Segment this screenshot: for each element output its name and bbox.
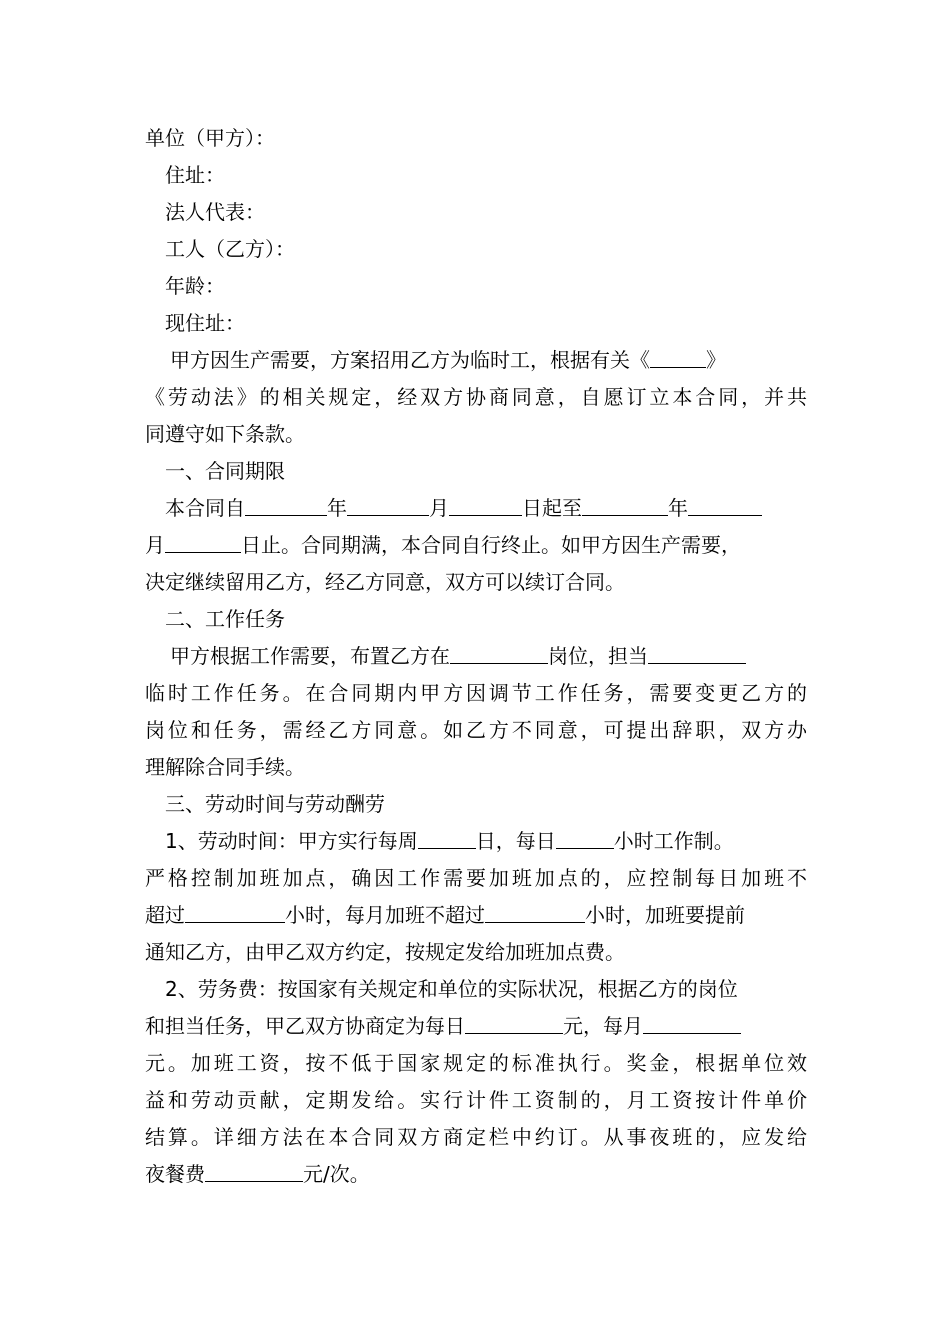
start-month-blank [347, 493, 429, 516]
section-1-title: 一、合同期限 [165, 459, 285, 483]
days-per-week-blank [418, 826, 476, 849]
monthly-wage-blank [643, 1011, 741, 1034]
section-3-title: 三、劳动时间与劳动酬劳 [165, 792, 385, 816]
age-label: 年龄： [165, 274, 225, 298]
address-label: 住址： [165, 163, 225, 187]
section-3-p1-line-3: 超过 小时，每月加班不超过 小时，加班要提前 [145, 897, 807, 934]
section-3-p2-line-3: 元。加班工资，按不低于国家规定的标准执行。奖金，根据单位效 [145, 1051, 807, 1075]
section-3-p2-line-2: 和担当任务，甲乙双方协商定为每日 元，每月 [145, 1008, 807, 1045]
legal-rep-label: 法人代表： [165, 200, 265, 224]
party-a-label: 单位（甲方）： [145, 126, 275, 150]
section-3-p2-line-6: 夜餐费 元/次。 [145, 1156, 807, 1193]
intro-line-3: 同遵守如下条款。 [145, 422, 305, 446]
section-1-line-1: 本合同自 年 月 日起至 年 [145, 490, 807, 527]
post-blank [450, 641, 548, 664]
daily-wage-blank [465, 1011, 563, 1034]
section-2-title: 二、工作任务 [165, 607, 285, 631]
section-3-p1-line-2: 严格控制加班加点，确因工作需要加班加点的，应控制每日加班不 [145, 866, 807, 890]
party-b-label: 工人（乙方）： [165, 237, 295, 261]
section-2-line-3: 岗位和任务，需经乙方同意。如乙方不同意，可提出辞职，双方办 [145, 718, 807, 742]
night-meal-fee-blank [205, 1159, 303, 1182]
section-2-line-4: 理解除合同手续。 [145, 755, 305, 779]
hours-per-day-blank [556, 826, 614, 849]
intro-line-2: 《劳动法》的相关规定，经双方协商同意，自愿订立本合同，并共 [145, 385, 807, 409]
section-1-line-3: 决定继续留用乙方，经乙方同意，双方可以续订合同。 [145, 570, 625, 594]
start-year-blank [245, 493, 327, 516]
monthly-overtime-blank [485, 900, 585, 923]
end-month-blank [688, 493, 762, 516]
start-day-blank [449, 493, 522, 516]
section-2-line-1: 甲方根据工作需要，布置乙方在 岗位，担当 [145, 638, 807, 675]
end-year-blank [582, 493, 668, 516]
intro-line-1: 甲方因生产需要，方案招用乙方为临时工，根据有关《 》 [145, 342, 807, 379]
current-address-label: 现住址： [165, 311, 245, 335]
law-name-blank [650, 345, 706, 368]
section-3-p1-line-1: 1、劳动时间：甲方实行每周 日，每日 小时工作制。 [145, 823, 807, 860]
section-3-p2-line-4: 益和劳动贡献，定期发给。实行计件工资制的，月工资按计件单价 [145, 1088, 807, 1112]
end-day-blank [165, 530, 241, 553]
section-3-p1-line-4: 通知乙方，由甲乙双方约定，按规定发给加班加点费。 [145, 940, 625, 964]
section-1-line-2: 月 日止。合同期满，本合同自行终止。如甲方因生产需要， [145, 527, 807, 564]
section-3-p2-line-1: 2、劳务费：按国家有关规定和单位的实际状况，根据乙方的岗位 [165, 977, 738, 1001]
section-2-line-2: 临时工作任务。在合同期内甲方因调节工作任务，需要变更乙方的 [145, 681, 807, 705]
daily-overtime-blank [185, 900, 285, 923]
task-blank [648, 641, 746, 664]
contract-document [145, 120, 807, 1193]
section-3-p2-line-5: 结算。详细方法在本合同双方商定栏中约订。从事夜班的，应发给 [145, 1125, 807, 1149]
